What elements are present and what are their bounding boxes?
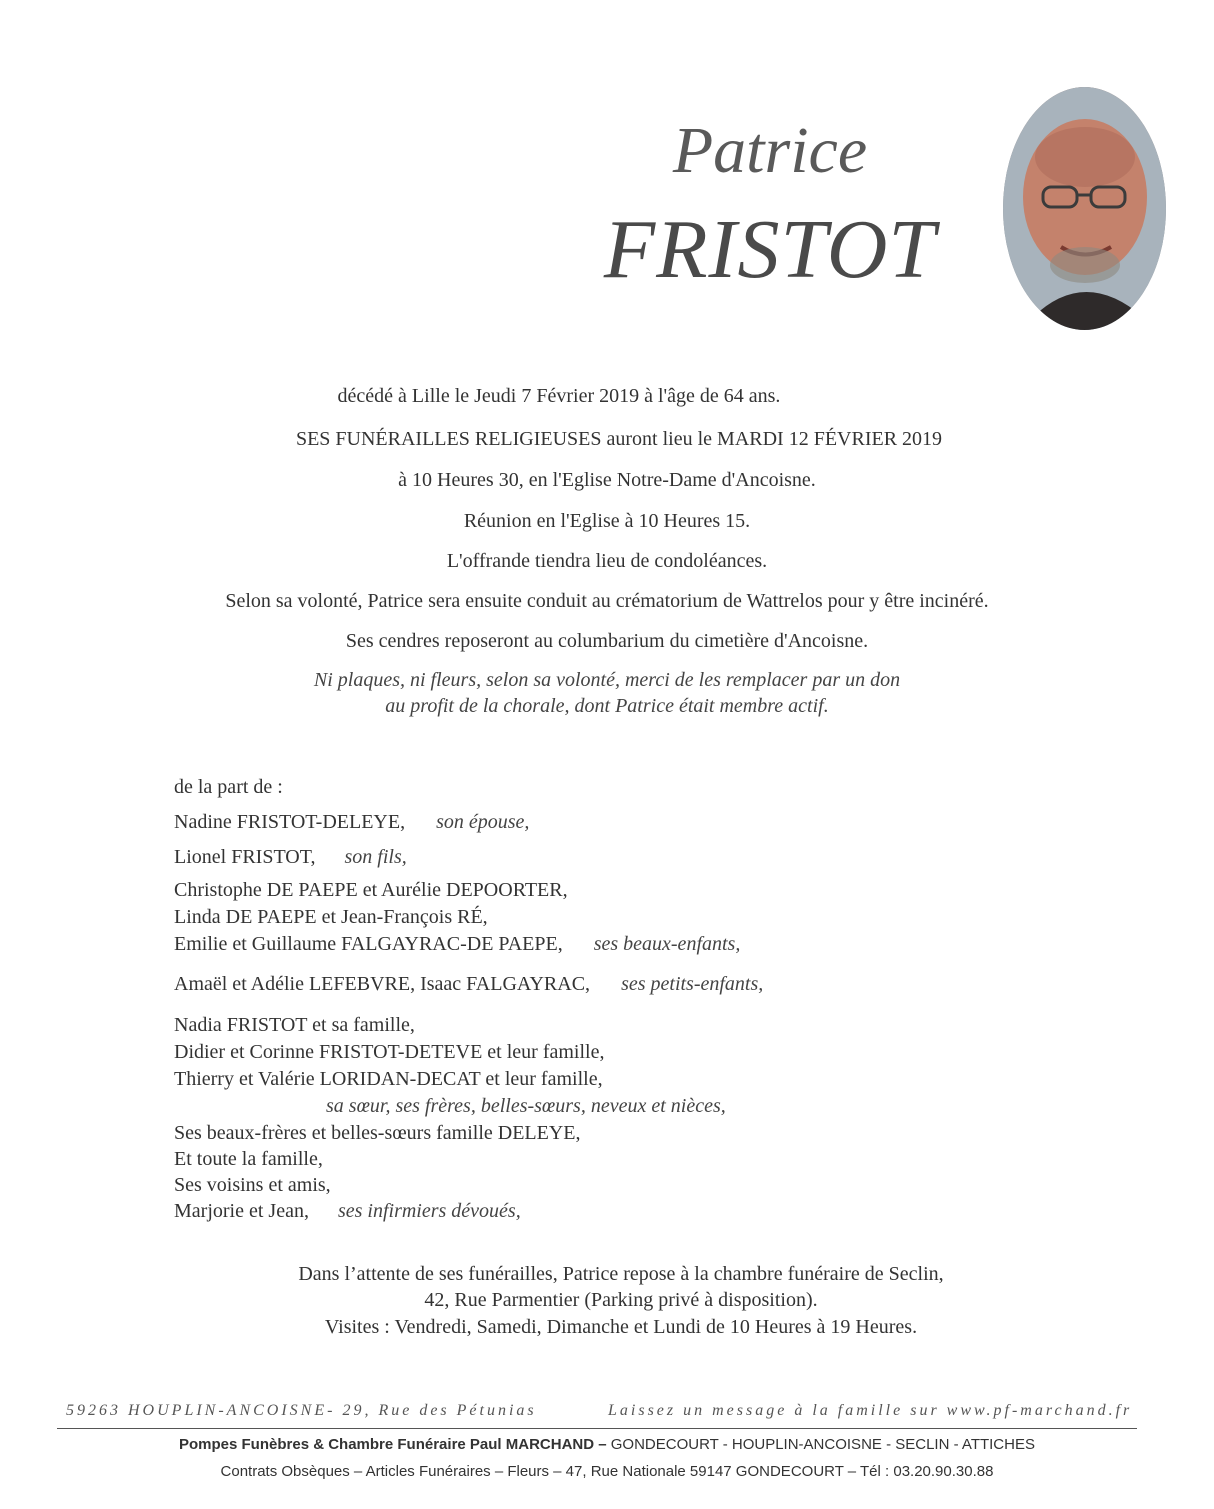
son-name: Lionel FRISTOT, [174,846,316,868]
company-line [0,1436,1214,1453]
visitation-line-1: Dans l’attente de ses funérailles, Patrice repose à la chambre funéraire de Seclin, [298,1263,944,1285]
chorale-donation-note: au profit de la chorale, dont Patrice était membre actif. [385,695,829,717]
offering-line: L'offrande tiendra lieu de condoléances. [446,550,768,572]
nurses-line [174,1198,521,1225]
sibling-1: Nadia FRISTOT et sa famille, [174,1014,415,1036]
son-relation: son fils, [344,846,407,868]
footer-divider [57,1428,1137,1429]
last-name: FRISTOT [603,203,937,296]
nurses-names: Marjorie et Jean, [174,1200,309,1222]
inlaws-line: Ses beaux-frères et belles-sœurs famille DELEYE, [174,1122,581,1144]
church-meeting-line: Réunion en l'Eglise à 10 Heures 15. [463,510,751,532]
ashes-line: Ses cendres reposeront au columbarium du cimetière d'Ancoisne. [345,630,869,652]
death-announcement: décédé à Lille le Jeudi 7 Février 2019 à l'âge de 64 ans. [337,385,781,407]
nurses-relation: ses infirmiers dévoués, [337,1200,521,1222]
stepchild-3-line [174,931,740,958]
portrait-photo [1003,87,1166,330]
visitation-line-2: 42, Rue Parmentier (Parking privé à disposition). [424,1289,818,1311]
cremation-line: Selon sa volonté, Patrice sera ensuite conduit au crématorium de Wattrelos pour y être incinéré. [225,590,989,612]
grandchildren-relation: ses petits-enfants, [621,973,764,995]
footer-message-link[interactable]: Laissez un message à la famille sur www.pf-marchand.fr [608,1402,1133,1419]
stepchild-3: Emilie et Guillaume FALGAYRAC-DE PAEPE, [174,933,563,955]
all-family-line: Et toute la famille, [174,1148,323,1170]
stepchild-2: Linda DE PAEPE et Jean-François RÉ, [174,906,488,928]
grandchildren-names: Amaël et Adélie LEFEBVRE, Isaac FALGAYRAC, [174,973,591,995]
stepchild-1: Christophe DE PAEPE et Aurélie DEPOORTER, [174,879,568,901]
contracts-line: Contrats Obsèques – Articles Funéraires – Fleurs – 47, Rue Nationale 59147 GONDECOURT – Tél : 03.20.90.30.88 [220,1463,994,1480]
spouse-name: Nadine FRISTOT-DELEYE, [174,811,406,833]
grandchildren-line [174,971,763,998]
neighbors-line: Ses voisins et amis, [174,1174,331,1196]
no-flowers-note: Ni plaques, ni fleurs, selon sa volonté, merci de les remplacer par un don [313,669,901,691]
son-line [174,844,407,871]
family-intro: de la part de : [174,776,283,798]
sibling-2: Didier et Corinne FRISTOT-DETEVE et leur famille, [174,1041,605,1063]
stepchildren-relation: ses beaux-enfants, [593,933,741,955]
spouse-relation: son épouse, [436,811,530,833]
spouse-line [174,809,529,836]
funeral-time-place: à 10 Heures 30, en l'Eglise Notre-Dame d'Ancoisne. [398,469,816,491]
company-name: Pompes Funèbres & Chambre Funéraire Paul MARCHAND – [179,1436,607,1453]
company-locations: GONDECOURT - HOUPLIN-ANCOISNE - SECLIN - ATTICHES [606,1436,1035,1453]
footer-address: 59263 HOUPLIN-ANCOISNE- 29, Rue des Pétunias [66,1402,537,1419]
sibling-3: Thierry et Valérie LORIDAN-DECAT et leur famille, [174,1068,603,1090]
funeral-date-line: SES FUNÉRAILLES RELIGIEUSES auront lieu le MARDI 12 FÉVRIER 2019 [295,428,943,450]
visitation-hours: Visites : Vendredi, Samedi, Dimanche et Lundi de 10 Heures à 19 Heures. [324,1316,918,1338]
first-name: Patrice [672,114,868,187]
siblings-relation: sa sœur, ses frères, belles-sœurs, neveux et nièces, [326,1095,726,1117]
